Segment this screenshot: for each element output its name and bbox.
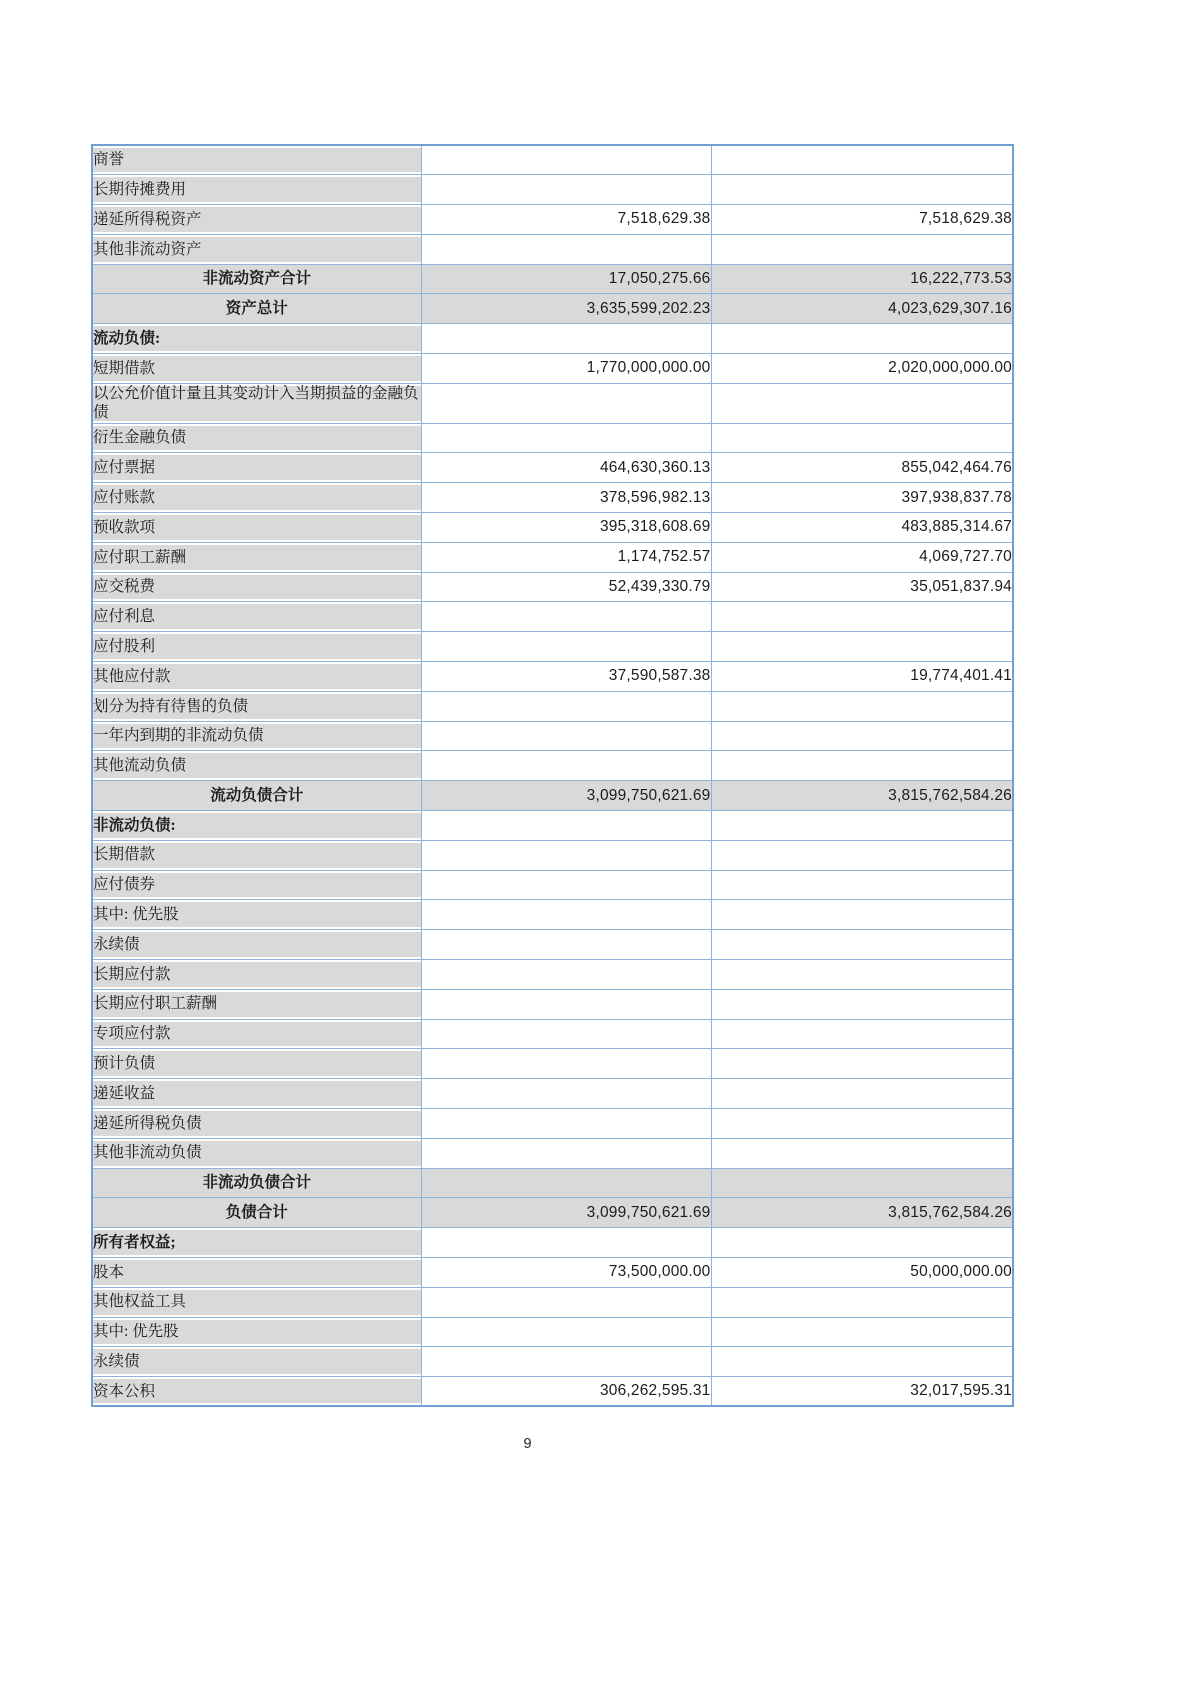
amount-col-2	[711, 1347, 1013, 1377]
amount-col-2: 855,042,464.76	[711, 453, 1013, 483]
amount-col-1: 378,596,982.13	[421, 483, 711, 513]
amount-col-1	[421, 1108, 711, 1138]
amount-col-1	[421, 959, 711, 989]
amount-col-2: 3,815,762,584.26	[711, 781, 1013, 811]
amount-col-2	[711, 632, 1013, 662]
amount-col-2	[711, 1228, 1013, 1258]
table-row	[92, 751, 1013, 781]
amount-col-2	[711, 900, 1013, 930]
amount-col-2	[711, 1049, 1013, 1079]
amount-col-1	[421, 383, 711, 423]
amount-col-2: 397,938,837.78	[711, 483, 1013, 513]
table-row	[92, 1079, 1013, 1109]
table-row	[92, 721, 1013, 751]
row-label: 资本公积	[92, 1377, 421, 1407]
amount-col-2	[711, 840, 1013, 870]
amount-col-1	[421, 989, 711, 1019]
row-label: 短期借款	[92, 354, 421, 384]
table-row	[92, 1228, 1013, 1258]
amount-col-1	[421, 234, 711, 264]
table-row	[92, 959, 1013, 989]
table-row	[92, 1377, 1013, 1407]
amount-col-2: 19,774,401.41	[711, 662, 1013, 692]
balance-sheet-body	[92, 145, 1013, 1406]
table-row	[92, 145, 1013, 175]
row-label: 流动负债合计	[92, 781, 421, 811]
table-row	[92, 1347, 1013, 1377]
table-row	[92, 175, 1013, 205]
row-label: 其中: 优先股	[92, 900, 421, 930]
amount-col-1	[421, 1228, 711, 1258]
amount-col-1: 1,174,752.57	[421, 542, 711, 572]
amount-col-1: 17,050,275.66	[421, 264, 711, 294]
table-row	[92, 423, 1013, 453]
table-row	[92, 1138, 1013, 1168]
amount-col-2	[711, 989, 1013, 1019]
amount-col-1	[421, 602, 711, 632]
amount-col-1	[421, 691, 711, 721]
row-label: 应付票据	[92, 453, 421, 483]
row-label: 应付股利	[92, 632, 421, 662]
row-label: 长期借款	[92, 840, 421, 870]
table-row	[92, 453, 1013, 483]
row-label: 长期应付职工薪酬	[92, 989, 421, 1019]
table-row	[92, 602, 1013, 632]
row-label: 资产总计	[92, 294, 421, 324]
table-row	[92, 354, 1013, 384]
amount-col-2: 483,885,314.67	[711, 513, 1013, 543]
table-row	[92, 1257, 1013, 1287]
amount-col-2	[711, 930, 1013, 960]
row-label: 递延所得税资产	[92, 205, 421, 235]
table-row	[92, 542, 1013, 572]
row-label: 递延所得税负债	[92, 1108, 421, 1138]
amount-col-1	[421, 810, 711, 840]
row-label: 专项应付款	[92, 1019, 421, 1049]
row-label: 其他非流动资产	[92, 234, 421, 264]
amount-col-2	[711, 383, 1013, 423]
amount-col-2: 16,222,773.53	[711, 264, 1013, 294]
table-row	[92, 1287, 1013, 1317]
balance-sheet-table	[91, 144, 1014, 1407]
amount-col-1: 3,635,599,202.23	[421, 294, 711, 324]
amount-col-2	[711, 324, 1013, 354]
amount-col-1	[421, 423, 711, 453]
amount-col-2	[711, 810, 1013, 840]
amount-col-2: 3,815,762,584.26	[711, 1198, 1013, 1228]
row-label: 非流动负债:	[92, 810, 421, 840]
table-row	[92, 930, 1013, 960]
row-label: 其中: 优先股	[92, 1317, 421, 1347]
row-label: 永续债	[92, 1347, 421, 1377]
table-row	[92, 483, 1013, 513]
amount-col-2	[711, 691, 1013, 721]
amount-col-1	[421, 1287, 711, 1317]
table-row	[92, 324, 1013, 354]
amount-col-1: 3,099,750,621.69	[421, 781, 711, 811]
table-row	[92, 205, 1013, 235]
amount-col-2	[711, 234, 1013, 264]
amount-col-2	[711, 1138, 1013, 1168]
amount-col-2: 4,023,629,307.16	[711, 294, 1013, 324]
table-row	[92, 234, 1013, 264]
amount-col-2	[711, 145, 1013, 175]
row-label: 应付职工薪酬	[92, 542, 421, 572]
amount-col-1: 464,630,360.13	[421, 453, 711, 483]
row-label: 负债合计	[92, 1198, 421, 1228]
table-row	[92, 989, 1013, 1019]
amount-col-2	[711, 870, 1013, 900]
table-row	[92, 383, 1013, 423]
amount-col-2	[711, 1079, 1013, 1109]
amount-col-2	[711, 721, 1013, 751]
row-label: 商誉	[92, 145, 421, 175]
page-number: 9	[523, 1436, 532, 1452]
amount-col-2: 4,069,727.70	[711, 542, 1013, 572]
amount-col-1: 52,439,330.79	[421, 572, 711, 602]
amount-col-1: 395,318,608.69	[421, 513, 711, 543]
table-row	[92, 632, 1013, 662]
table-row	[92, 1198, 1013, 1228]
amount-col-1	[421, 1317, 711, 1347]
row-label: 应付债券	[92, 870, 421, 900]
amount-col-2	[711, 1287, 1013, 1317]
amount-col-1	[421, 930, 711, 960]
table-row	[92, 1317, 1013, 1347]
table-row	[92, 840, 1013, 870]
table-row	[92, 781, 1013, 811]
row-label: 应付利息	[92, 602, 421, 632]
amount-col-2	[711, 1317, 1013, 1347]
row-label: 应付账款	[92, 483, 421, 513]
amount-col-1	[421, 1138, 711, 1168]
amount-col-2: 50,000,000.00	[711, 1257, 1013, 1287]
amount-col-1	[421, 1079, 711, 1109]
table-row	[92, 572, 1013, 602]
amount-col-1	[421, 900, 711, 930]
table-row	[92, 662, 1013, 692]
row-label: 长期应付款	[92, 959, 421, 989]
table-row	[92, 1049, 1013, 1079]
amount-col-1	[421, 632, 711, 662]
amount-col-1	[421, 1049, 711, 1079]
row-label: 非流动资产合计	[92, 264, 421, 294]
amount-col-1	[421, 1019, 711, 1049]
amount-col-1	[421, 1347, 711, 1377]
row-label: 递延收益	[92, 1079, 421, 1109]
table-row	[92, 691, 1013, 721]
table-row	[92, 513, 1013, 543]
row-label: 应交税费	[92, 572, 421, 602]
table-row	[92, 1108, 1013, 1138]
table-row	[92, 810, 1013, 840]
amount-col-2	[711, 602, 1013, 632]
row-label: 划分为持有待售的负债	[92, 691, 421, 721]
table-row	[92, 870, 1013, 900]
amount-col-2	[711, 175, 1013, 205]
table-row	[92, 900, 1013, 930]
row-label: 长期待摊费用	[92, 175, 421, 205]
amount-col-2	[711, 1108, 1013, 1138]
table-row	[92, 264, 1013, 294]
table-row	[92, 1168, 1013, 1198]
amount-col-1: 306,262,595.31	[421, 1377, 711, 1407]
amount-col-1	[421, 145, 711, 175]
amount-col-1	[421, 721, 711, 751]
row-label: 股本	[92, 1257, 421, 1287]
amount-col-1	[421, 1168, 711, 1198]
amount-col-1: 3,099,750,621.69	[421, 1198, 711, 1228]
row-label: 一年内到期的非流动负债	[92, 721, 421, 751]
row-label: 非流动负债合计	[92, 1168, 421, 1198]
amount-col-1	[421, 324, 711, 354]
row-label: 其他流动负债	[92, 751, 421, 781]
table-row	[92, 1019, 1013, 1049]
row-label: 衍生金融负债	[92, 423, 421, 453]
row-label: 其他非流动负债	[92, 1138, 421, 1168]
row-label: 以公允价值计量且其变动计入当期损益的金融负债	[92, 383, 421, 423]
amount-col-2: 2,020,000,000.00	[711, 354, 1013, 384]
amount-col-2	[711, 751, 1013, 781]
row-label: 其他权益工具	[92, 1287, 421, 1317]
amount-col-2	[711, 423, 1013, 453]
row-label: 永续债	[92, 930, 421, 960]
amount-col-1: 7,518,629.38	[421, 205, 711, 235]
amount-col-2	[711, 1019, 1013, 1049]
amount-col-2: 35,051,837.94	[711, 572, 1013, 602]
row-label: 所有者权益;	[92, 1228, 421, 1258]
amount-col-1: 73,500,000.00	[421, 1257, 711, 1287]
row-label: 预计负债	[92, 1049, 421, 1079]
amount-col-1	[421, 840, 711, 870]
amount-col-1: 1,770,000,000.00	[421, 354, 711, 384]
amount-col-1	[421, 175, 711, 205]
row-label: 预收款项	[92, 513, 421, 543]
amount-col-1: 37,590,587.38	[421, 662, 711, 692]
amount-col-2	[711, 1168, 1013, 1198]
amount-col-1	[421, 870, 711, 900]
amount-col-1	[421, 751, 711, 781]
amount-col-2: 32,017,595.31	[711, 1377, 1013, 1407]
table-row	[92, 294, 1013, 324]
amount-col-2: 7,518,629.38	[711, 205, 1013, 235]
amount-col-2	[711, 959, 1013, 989]
row-label: 流动负债:	[92, 324, 421, 354]
row-label: 其他应付款	[92, 662, 421, 692]
